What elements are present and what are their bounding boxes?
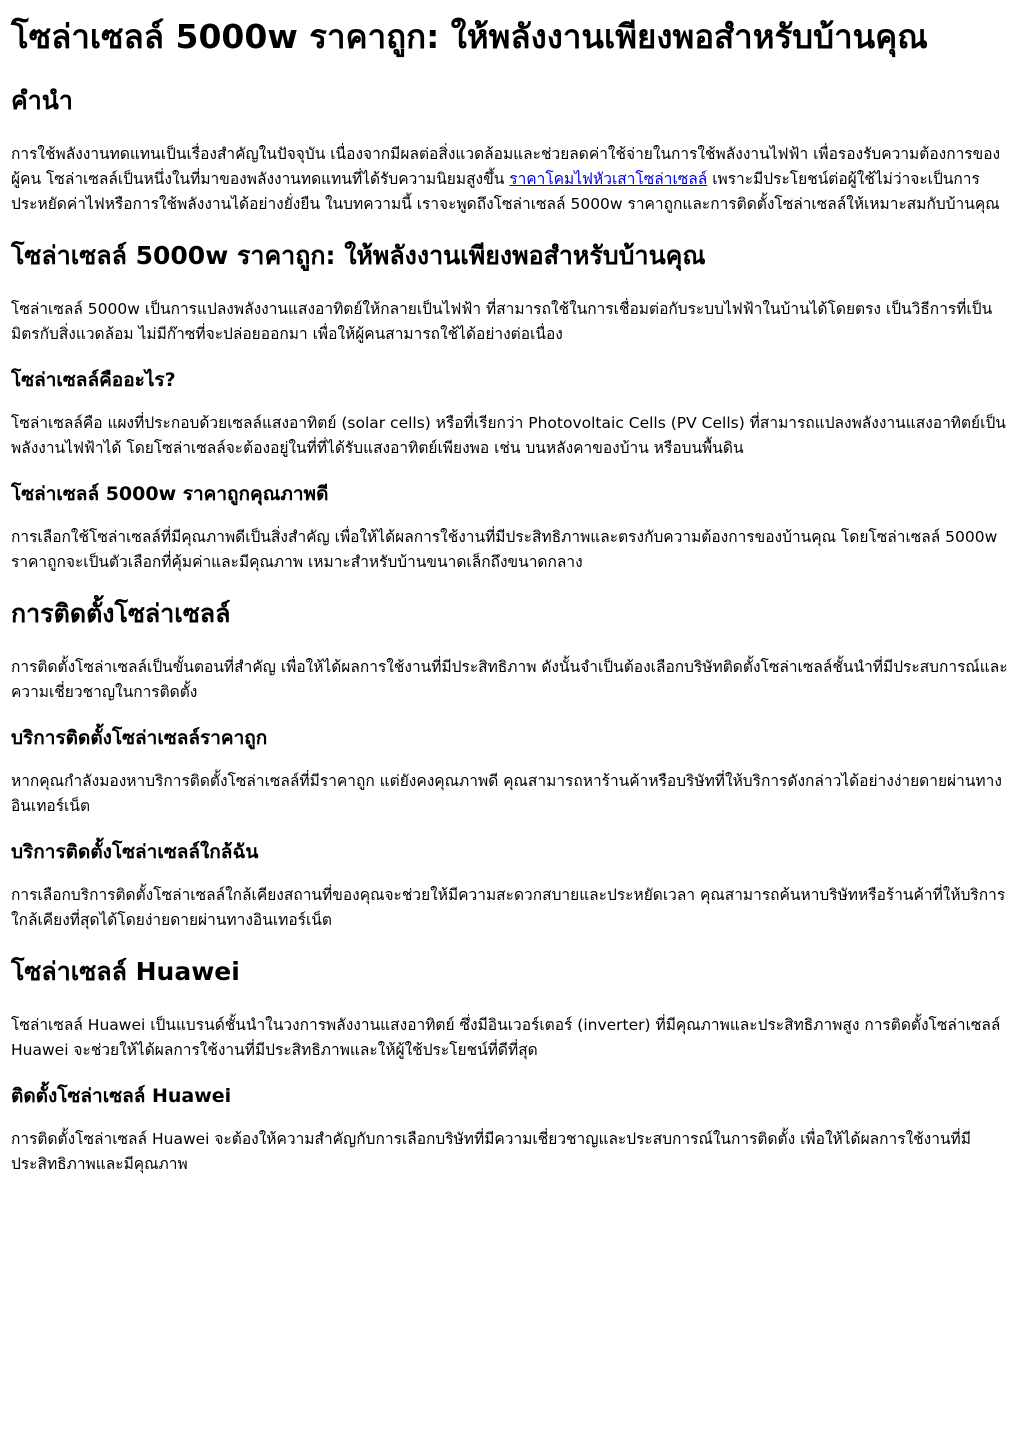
- subheading-cheap-quality-5000w: โซล่าเซลล์ 5000w ราคาถูกคุณภาพดี: [11, 483, 329, 505]
- section-heading-installation: การติดตั้งโซล่าเซลล์: [11, 599, 231, 628]
- subheading-cheap-installation-service: บริการติดตั้งโซล่าเซลล์ราคาถูก: [11, 727, 268, 749]
- subheading-installation-near-me: บริการติดตั้งโซล่าเซลล์ใกล้ฉัน: [11, 841, 259, 863]
- subheading-what-is-solar-cell: โซล่าเซลล์คืออะไร?: [11, 369, 176, 391]
- intro-heading: คำนำ: [11, 86, 73, 115]
- subheading-install-huawei: ติดตั้งโซล่าเซลล์ Huawei: [11, 1085, 232, 1107]
- section-heading-solar-5000w: โซล่าเซลล์ 5000w ราคาถูก: ให้พลังงานเพียงพอสำหรับบ้านคุณ: [11, 241, 706, 270]
- article-title: โซล่าเซลล์ 5000w ราคาถูก: ให้พลังงานเพียงพอสำหรับบ้านคุณ: [11, 17, 928, 56]
- intro-paragraph: [11, 142, 1013, 217]
- paragraph-cheap-quality-5000w: การเลือกใช้โซล่าเซลล์ที่มีคุณภาพดีเป็นสิ่งสำคัญ เพื่อให้ได้ผลการใช้งานที่มีประสิทธิภาพและตรงกับความต้องการของบ้านคุณ โดยโซล่าเซลล์ 5000w ราคาถูกจะเป็นตัวเลือกที่คุ้มค่าและมีคุณภาพ เหมาะสำหรับบ้านขนาดเล็กถึงขนาดกลาง: [11, 528, 998, 571]
- paragraph-what-is-solar-cell: โซล่าเซลล์คือ แผงที่ประกอบด้วยเซลล์แสงอาทิตย์ (solar cells) หรือที่เรียกว่า Photovoltaic Cells (PV Cells) ที่สามารถแปลงพลังงานแสงอาทิตย์เป็นพลังงานไฟฟ้าได้ โดยโซล่าเซลล์จะต้องอยู่ในที่ที่ได้รับแสงอาทิตย์เพียงพอ เช่น บนหลังคาของบ้าน หรือบนพื้นดิน: [11, 414, 1006, 457]
- section-heading-huawei: โซล่าเซลล์ Huawei: [11, 957, 240, 986]
- paragraph-install-huawei: การติดตั้งโซล่าเซลล์ Huawei จะต้องให้ความสำคัญกับการเลือกบริษัทที่มีความเชี่ยวชาญและประสบการณ์ในการติดตั้ง เพื่อให้ได้ผลการใช้งานที่มีประสิทธิภาพและมีคุณภาพ: [11, 1130, 971, 1173]
- section-paragraph-huawei: โซล่าเซลล์ Huawei เป็นแบรนด์ชั้นนำในวงการพลังงานแสงอาทิตย์ ซึ่งมีอินเวอร์เตอร์ (inverter) ที่มีคุณภาพและประสิทธิภาพสูง การติดตั้งโซล่าเซลล์ Huawei จะช่วยให้ได้ผลการใช้งานที่มีประสิทธิภาพและให้ผู้ใช้ประโยชน์ที่ดีที่สุด: [11, 1016, 1001, 1059]
- paragraph-installation-near-me: การเลือกบริการติดตั้งโซล่าเซลล์ใกล้เคียงสถานที่ของคุณจะช่วยให้มีความสะดวกสบายและประหยัดเวลา คุณสามารถค้นหาบริษัทหรือร้านค้าที่ให้บริการใกล้เคียงที่สุดได้โดยง่ายดายผ่านทางอินเทอร์เน็ต: [11, 886, 1006, 929]
- solar-post-lamp-price-link[interactable]: ราคาโคมไฟหัวเสาโซล่าเซลล์: [509, 170, 708, 188]
- section-paragraph-installation: การติดตั้งโซล่าเซลล์เป็นขั้นตอนที่สำคัญ เพื่อให้ได้ผลการใช้งานที่มีประสิทธิภาพ ดังนั้นจำเป็นต้องเลือกบริษัทติดตั้งโซล่าเซลล์ชั้นนำที่มีประสบการณ์และความเชี่ยวชาญในการติดตั้ง: [11, 658, 1008, 701]
- section-paragraph-solar-5000w: โซล่าเซลล์ 5000w เป็นการแปลงพลังงานแสงอาทิตย์ให้กลายเป็นไฟฟ้า ที่สามารถใช้ในการเชื่อมต่อกับระบบไฟฟ้าในบ้านได้โดยตรง เป็นวิธีการที่เป็นมิตรกับสิ่งแวดล้อม ไม่มีก๊าซที่จะปล่อยออกมา เพื่อให้ผู้คนสามารถใช้ได้อย่างต่อเนื่อง: [11, 300, 993, 343]
- paragraph-cheap-installation-service: หากคุณกำลังมองหาบริการติดตั้งโซล่าเซลล์ที่มีราคาถูก แต่ยังคงคุณภาพดี คุณสามารถหาร้านค้าหรือบริษัทที่ให้บริการดังกล่าวได้อย่างง่ายดายผ่านทางอินเทอร์เน็ต: [11, 772, 1002, 815]
- intro-text-after-link: เพราะมีประโยชน์ต่อผู้ใช้ไม่ว่าจะเป็นการประหยัดค่าไฟหรือการใช้พลังงานได้อย่างยั่งยืน ในบทความนี้ เราจะพูดถึงโซล่าเซลล์ 5000w ราคาถูกและการติดตั้งโซล่าเซลล์ให้เหมาะสมกับบ้านคุณ: [11, 170, 1000, 213]
- intro-text-before-link: การใช้พลังงานทดแทนเป็นเรื่องสำคัญในปัจจุบัน เนื่องจากมีผลต่อสิ่งแวดล้อมและช่วยลดค่าใช้จ่ายในการใช้พลังงานไฟฟ้า เพื่อรองรับความต้องการของผู้คน โซล่าเซลล์เป็นหนึ่งในที่มาของพลังงานทดแทนที่ได้รับความนิยมสูงขึ้น: [11, 145, 1001, 188]
